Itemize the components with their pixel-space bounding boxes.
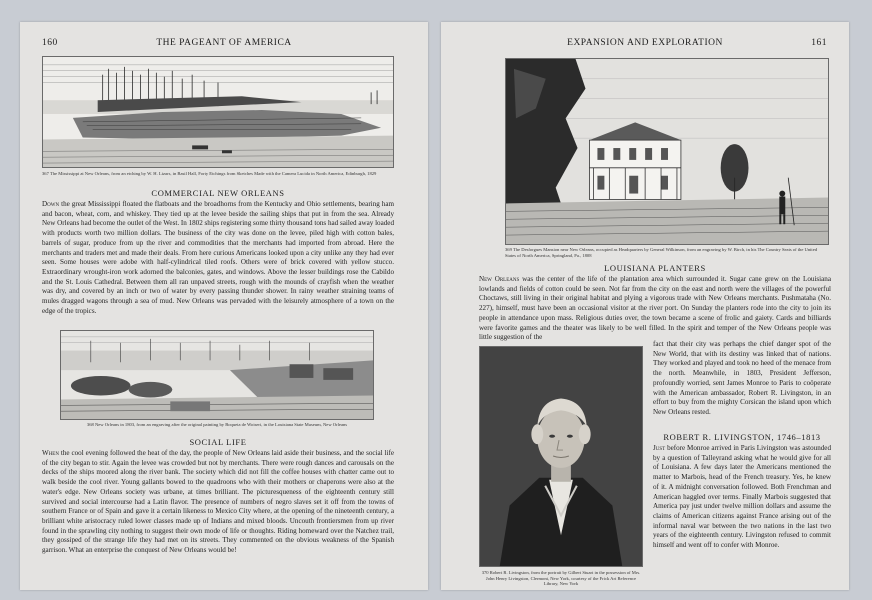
livingston-paragraph: before Monroe arrived in Paris Livingston was astounded by a question of Talleyrand asking what he would give for all of Louisiana. A few days later the Americans mentioned the matter to Marbois, head of the French treasury. Yes, he knew of it. A midnight conversation followed. Both Frenchman and American haggled over terms. Finally Marbois suggested that America pay just under twelve million dollars and assume the claims of American citizens against France arising out of the informal naval war between the two nations in the last two years of the eighteenth century. Livingston refused to commit himself and went off to confer with Monroe. (653, 444, 831, 550)
commercial-new-orleans-text (42, 200, 394, 316)
louisiana-planters-text (479, 275, 831, 343)
right-page-number: 161 (811, 38, 827, 48)
planters-paragraph: was the center of the life of the plantation area which surrounded it. Sugar cane grew on the Louisiana lowlands and fields of cotton could be seen. Not far from the city on the east and north were the villages of the powerful Choctaws, still living in their original habitat and plying a vigorous trade with New Orleans merchants. Pushmataha (No. 227), himself, must have been an occasional visitor at the river port. On Sunday the planters rode into the city to join its people in attendance upon mass. Religious duties over, the town became a scene of frolic and gaiety. Cards and billiards were favorite games and the theater was likely to be well filled. In the spirit and temper of the New Orleans people was little suggestion of the (479, 275, 831, 342)
right-running-title: EXPANSION AND EXPLORATION (567, 38, 723, 48)
mississippi-etching-image (42, 56, 394, 168)
portrait-caption: 370 Robert R. Livingston, from the portrait by Gilbert Stuart in the possession of Mrs. John Henry Livingston, Clermont, New York, courtesy of the Frick Art Reference Library, New York (481, 570, 641, 587)
commercial-first-word: Down (42, 200, 60, 208)
mansion-caption: 369 The Desforgues Mansion near New Orleans, occupied as Headquarters by General Wilkinson, from an engraving by W. Birch, in his The Country Seats of the United States of North America, Springland, Pa., 1808 (505, 247, 818, 258)
social-life-text (42, 449, 394, 556)
livingston-first-word: Just (653, 444, 666, 452)
left-page-header (42, 38, 406, 50)
new-orleans-caption: 368 New Orleans in 1803, from an engraving after the original painting by Boqueta de Woiseri, in the Louisiana State Museum, New Orleans (86, 422, 348, 427)
livingston-portrait-image (479, 346, 643, 567)
commercial-new-orleans-heading: COMMERCIAL NEW ORLEANS (151, 188, 285, 198)
robert-livingston-heading: ROBERT R. LIVINGSTON, 1746–1813 (663, 432, 821, 442)
mississippi-caption: 367 The Mississippi at New Orleans, from an etching by W. H. Lizars, in Basil Hall, Forty Etchings from Sketches Made with the Camera Lucida in North America, Edinburgh, 1829 (42, 171, 377, 176)
planters-continuation-text: fact that their city was perhaps the chief danger spot of the New World, that with its destiny was linked that of nations. They worked and played and took no heed of the menace from the north. Meanwhile, in 1803, President Jefferson, profoundly worried, sent James Monroe to Paris to coöperate with the American ambassador, Robert R. Livingston, in an effort to buy from the mighty Corsican the island upon which New Orleans rested. (653, 340, 831, 416)
commercial-paragraph: the great Mississippi floated the flatboats and the broadhorns from the Kentucky and Ohio settlements, bearing ham and bacon, wheat, corn, and whiskey. They tied up at the levee beside the sailing ships that put in from the sea. Already New Orleans had become the outlet of the West. In 1802 ships registering some thirty thousand tons had sailed away loaded with products worth two million dollars. The business of the city was done on the levee, piled high with cotton bales, barrels of sugar, produce from up the river and commodities that the merchants had imported from abroad. Here the merchants and traders met and made their deals. From here curious Americans looked upon a city unlike any they had ever seen. Some houses were adobe with half-cylindrical tiled roofs. Others were of brick covered with yellow stucco. Extraordinary wrought-iron work adorned the balconies, gates, and windows. Above the lesser buildings rose the Cabildo and the St. Louis Cathedral. Between them all ran unpaved streets, rough with the mounds of crayfish when the weather was dry, and covered by an inch or two of water by every passing thunder shower. In rainy weather straining teams of mules dragged wagons through a sea of mud. New Orleans was pervaded with the leisurely atmosphere of a town on the edge of the tropics. (42, 200, 394, 315)
social-paragraph: the cool evening followed the heat of the day, the people of New Orleans laid aside their business, and the social life of the city began to stir. Again the levee was crowded but not by merchants. There were rough dances and carousals on the decks of the ships moored along the river bank. The society which did not fill the coffee houses with chatter came out to walk beside the cool river. Young gallants bowed to the quadroons who with their mothers or chaperons were also at the water's edge. New Orleans society was urbane, at times brilliant. The picturesqueness of the eighteenth century still survived and social intercourse had a Latin flavor. The presence of numbers of negro slaves set it off from the towns of southern France or of Spain and gave it a certain likeness to Mexico City where, at the opening of the nineteenth century, a brilliant white aristocracy ruled lower classes made up of Indians and mixed bloods. Uncouth frontiersmen from up river found in the sprawling city nothing to suggest their own mode of life or thoughts. Riding homeward over the Natchez trail, they gossiped of the strange life they had met on its streets. They commented on the obvious weakness of the Spanish garrison. What an enterprise the conquest of New Orleans would be! (42, 449, 394, 555)
social-life-heading: SOCIAL LIFE (189, 437, 247, 447)
left-page-number: 160 (42, 38, 58, 48)
right-page-header (463, 38, 827, 50)
right-page (441, 22, 849, 590)
louisiana-planters-heading: LOUISIANA PLANTERS (604, 263, 706, 273)
robert-livingston-text (653, 444, 831, 551)
new-orleans-1803-engraving-image (60, 330, 374, 420)
social-first-word: When (42, 449, 59, 457)
planters-first-word: New Orleans (479, 275, 520, 283)
left-page (20, 22, 428, 590)
desforgues-mansion-engraving-image (505, 58, 829, 245)
left-running-title: THE PAGEANT OF AMERICA (156, 38, 292, 48)
